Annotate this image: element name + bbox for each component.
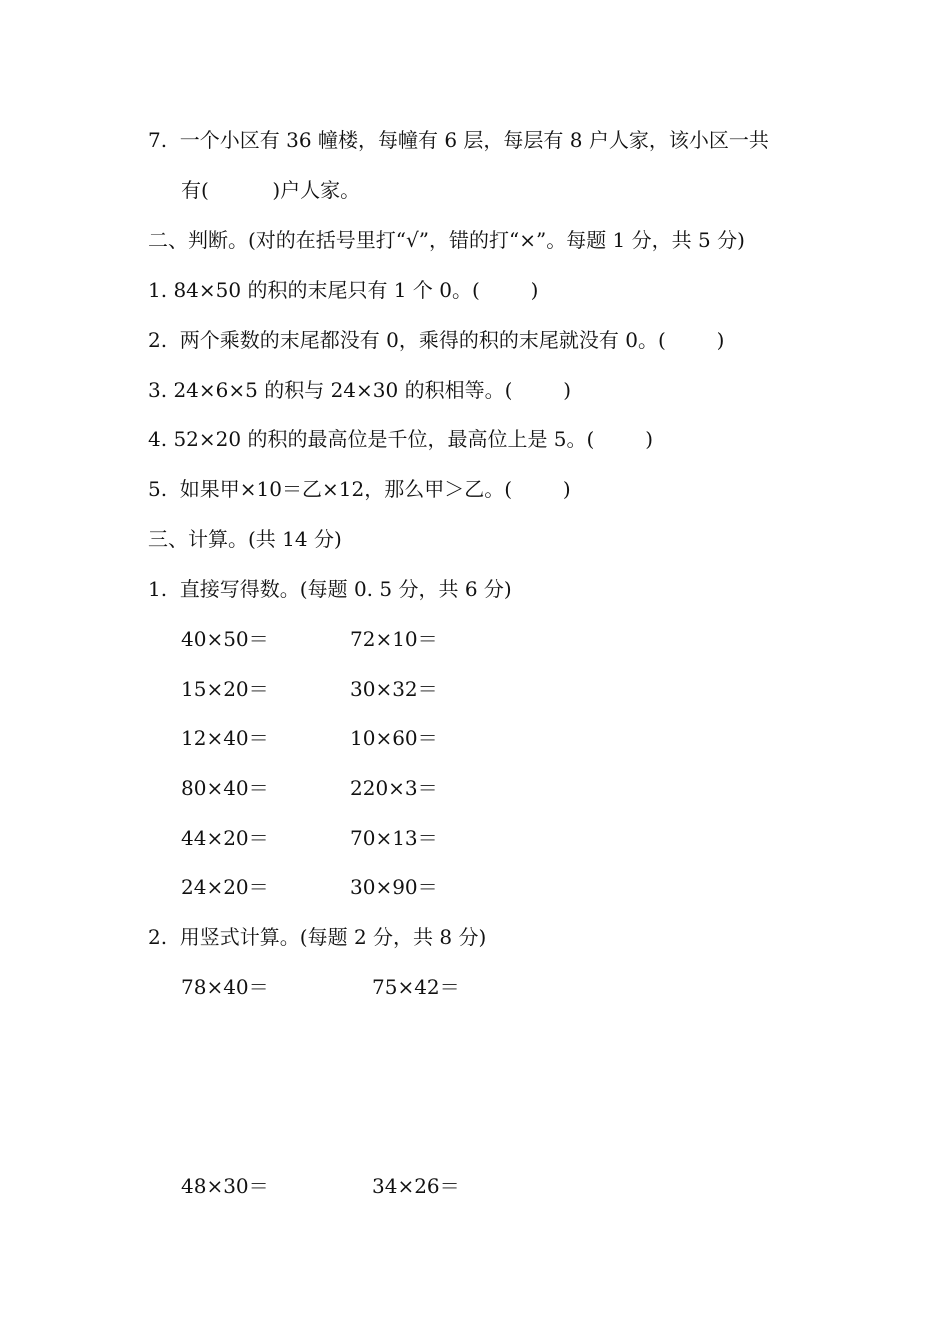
oral-calc-right: 30×90＝ [350, 875, 438, 899]
oral-calc-left: 24×20＝ [181, 875, 269, 899]
vertical-calc-right: 75×42＝ [372, 975, 460, 999]
question-7-line-1: 7. 一个小区有 36 幢楼，每幢有 6 层，每层有 8 户人家，该小区一共 [148, 128, 769, 152]
oral-calc-left: 80×40＝ [181, 776, 269, 800]
oral-calc-right: 72×10＝ [350, 627, 438, 651]
sub-1-title: 1. 直接写得数。(每题 0. 5 分，共 6 分) [148, 577, 512, 601]
judgement-item-4: 4. 52×20 的积的最高位是千位，最高位上是 5。( ) [148, 427, 653, 451]
oral-calc-left: 15×20＝ [181, 677, 269, 701]
judgement-item-2: 2. 两个乘数的末尾都没有 0，乘得的积的末尾就没有 0。( ) [148, 328, 725, 352]
sub-2-title: 2. 用竖式计算。(每题 2 分，共 8 分) [148, 925, 487, 949]
oral-calc-right: 220×3＝ [350, 776, 438, 800]
oral-calc-left: 40×50＝ [181, 627, 269, 651]
vertical-calc-left: 78×40＝ [181, 975, 269, 999]
oral-calc-left: 12×40＝ [181, 726, 269, 750]
judgement-item-1: 1. 84×50 的积的末尾只有 1 个 0。( ) [148, 278, 539, 302]
oral-calc-left: 44×20＝ [181, 826, 269, 850]
section-3-heading: 三、计算。(共 14 分) [148, 527, 342, 551]
oral-calc-right: 30×32＝ [350, 677, 438, 701]
question-7-line-2: 有( )户人家。 [181, 178, 361, 202]
oral-calc-right: 10×60＝ [350, 726, 438, 750]
vertical-calc-left: 48×30＝ [181, 1174, 269, 1198]
section-2-heading: 二、判断。(对的在括号里打“√”，错的打“×”。每题 1 分，共 5 分) [148, 228, 745, 252]
oral-calc-right: 70×13＝ [350, 826, 438, 850]
judgement-item-3: 3. 24×6×5 的积与 24×30 的积相等。( ) [148, 378, 572, 402]
judgement-item-5: 5. 如果甲×10＝乙×12，那么甲＞乙。( ) [148, 477, 571, 501]
vertical-calc-right: 34×26＝ [372, 1174, 460, 1198]
